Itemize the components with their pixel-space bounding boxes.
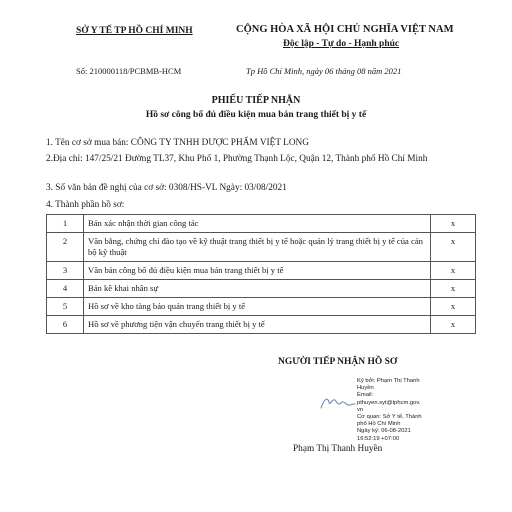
country-name: CỘNG HÒA XÃ HỘI CHỦ NGHĨA VIỆT NAM (236, 24, 454, 35)
row-number: 5 (47, 298, 84, 316)
handwritten-signature (318, 392, 358, 414)
sig-line: Email: (357, 392, 374, 399)
table-row (47, 215, 476, 233)
table-row (47, 233, 476, 262)
document-name: Văn bằng, chứng chỉ đào tạo về kỹ thuật trang thiết bị y tế hoặc quản lý trang thiết bị y tế của cán bộ kỹ thuật (84, 233, 431, 262)
sig-line: phố Hồ Chí Minh (357, 421, 401, 428)
row-number: 2 (47, 233, 84, 262)
sig-line: Ngày ký: 06-08-2021 (357, 428, 411, 435)
document-name: Hồ sơ về phương tiện vận chuyển trang thiết bị y tế (84, 316, 431, 334)
receiver-label: NGƯỜI TIẾP NHẬN HỒ SƠ (278, 357, 398, 367)
document-subtitle: Hồ sơ công bố đủ điều kiện mua bán trang thiết bị y tế (145, 110, 367, 120)
document-name: Bản kê khai nhân sự (84, 280, 431, 298)
document-name: Bản xác nhận thời gian công tác (84, 215, 431, 233)
place-date: Tp Hồ Chí Minh, ngày 06 tháng 08 năm 2021 (246, 66, 402, 76)
components-label: 4. Thành phần hồ sơ: (46, 200, 125, 210)
facility-address: 2.Địa chỉ: 147/25/21 Đường TL37, Khu Phố 1, Phường Thạnh Lộc, Quận 12, Thành phố Hồ Chí Minh (46, 154, 428, 164)
digital-signature-block (357, 378, 447, 443)
sig-line: pthuyen.syt@tphcm.gov. (357, 399, 421, 406)
document-title: PHIẾU TIẾP NHẬN (211, 95, 301, 106)
row-number: 1 (47, 215, 84, 233)
agency-name: SỞ Y TẾ TP HỒ CHÍ MINH (76, 26, 193, 36)
table-row (47, 280, 476, 298)
request-document: 3. Số văn bản đề nghị của cơ sở: 0308/HS-VL Ngày: 03/08/2021 (46, 183, 287, 193)
table-row (47, 298, 476, 316)
sig-line: Huyền (357, 385, 374, 392)
sig-line: Ký bởi: Phạm Thị Thanh (357, 378, 420, 384)
sig-line: 16:52:19 +07:00 (357, 435, 400, 442)
check-mark: x (431, 233, 476, 262)
documents-table (46, 214, 476, 334)
national-motto: Độc lập - Tự do - Hạnh phúc (283, 39, 400, 49)
document-number: Số: 210000118/PCBMB-HCM (76, 66, 182, 76)
check-mark: x (431, 262, 476, 280)
table-row (47, 316, 476, 334)
document-name: Văn bản công bố đủ điều kiện mua bán trang thiết bị y tế (84, 262, 431, 280)
sig-line: Cơ quan: Sở Y tế, Thành (357, 414, 422, 421)
check-mark: x (431, 280, 476, 298)
row-number: 6 (47, 316, 84, 334)
check-mark: x (431, 215, 476, 233)
check-mark: x (431, 316, 476, 334)
row-number: 3 (47, 262, 84, 280)
facility-name: 1. Tên cơ sở mua bán: CÔNG TY TNHH DƯỢC PHẨM VIỆT LONG (46, 138, 309, 148)
sig-line: vn (357, 406, 364, 413)
row-number: 4 (47, 280, 84, 298)
table-row (47, 262, 476, 280)
receiver-name: Phạm Thị Thanh Huyền (293, 444, 383, 454)
check-mark: x (431, 298, 476, 316)
document-name: Hồ sơ về kho tàng bảo quản trang thiết bị y tế (84, 298, 431, 316)
